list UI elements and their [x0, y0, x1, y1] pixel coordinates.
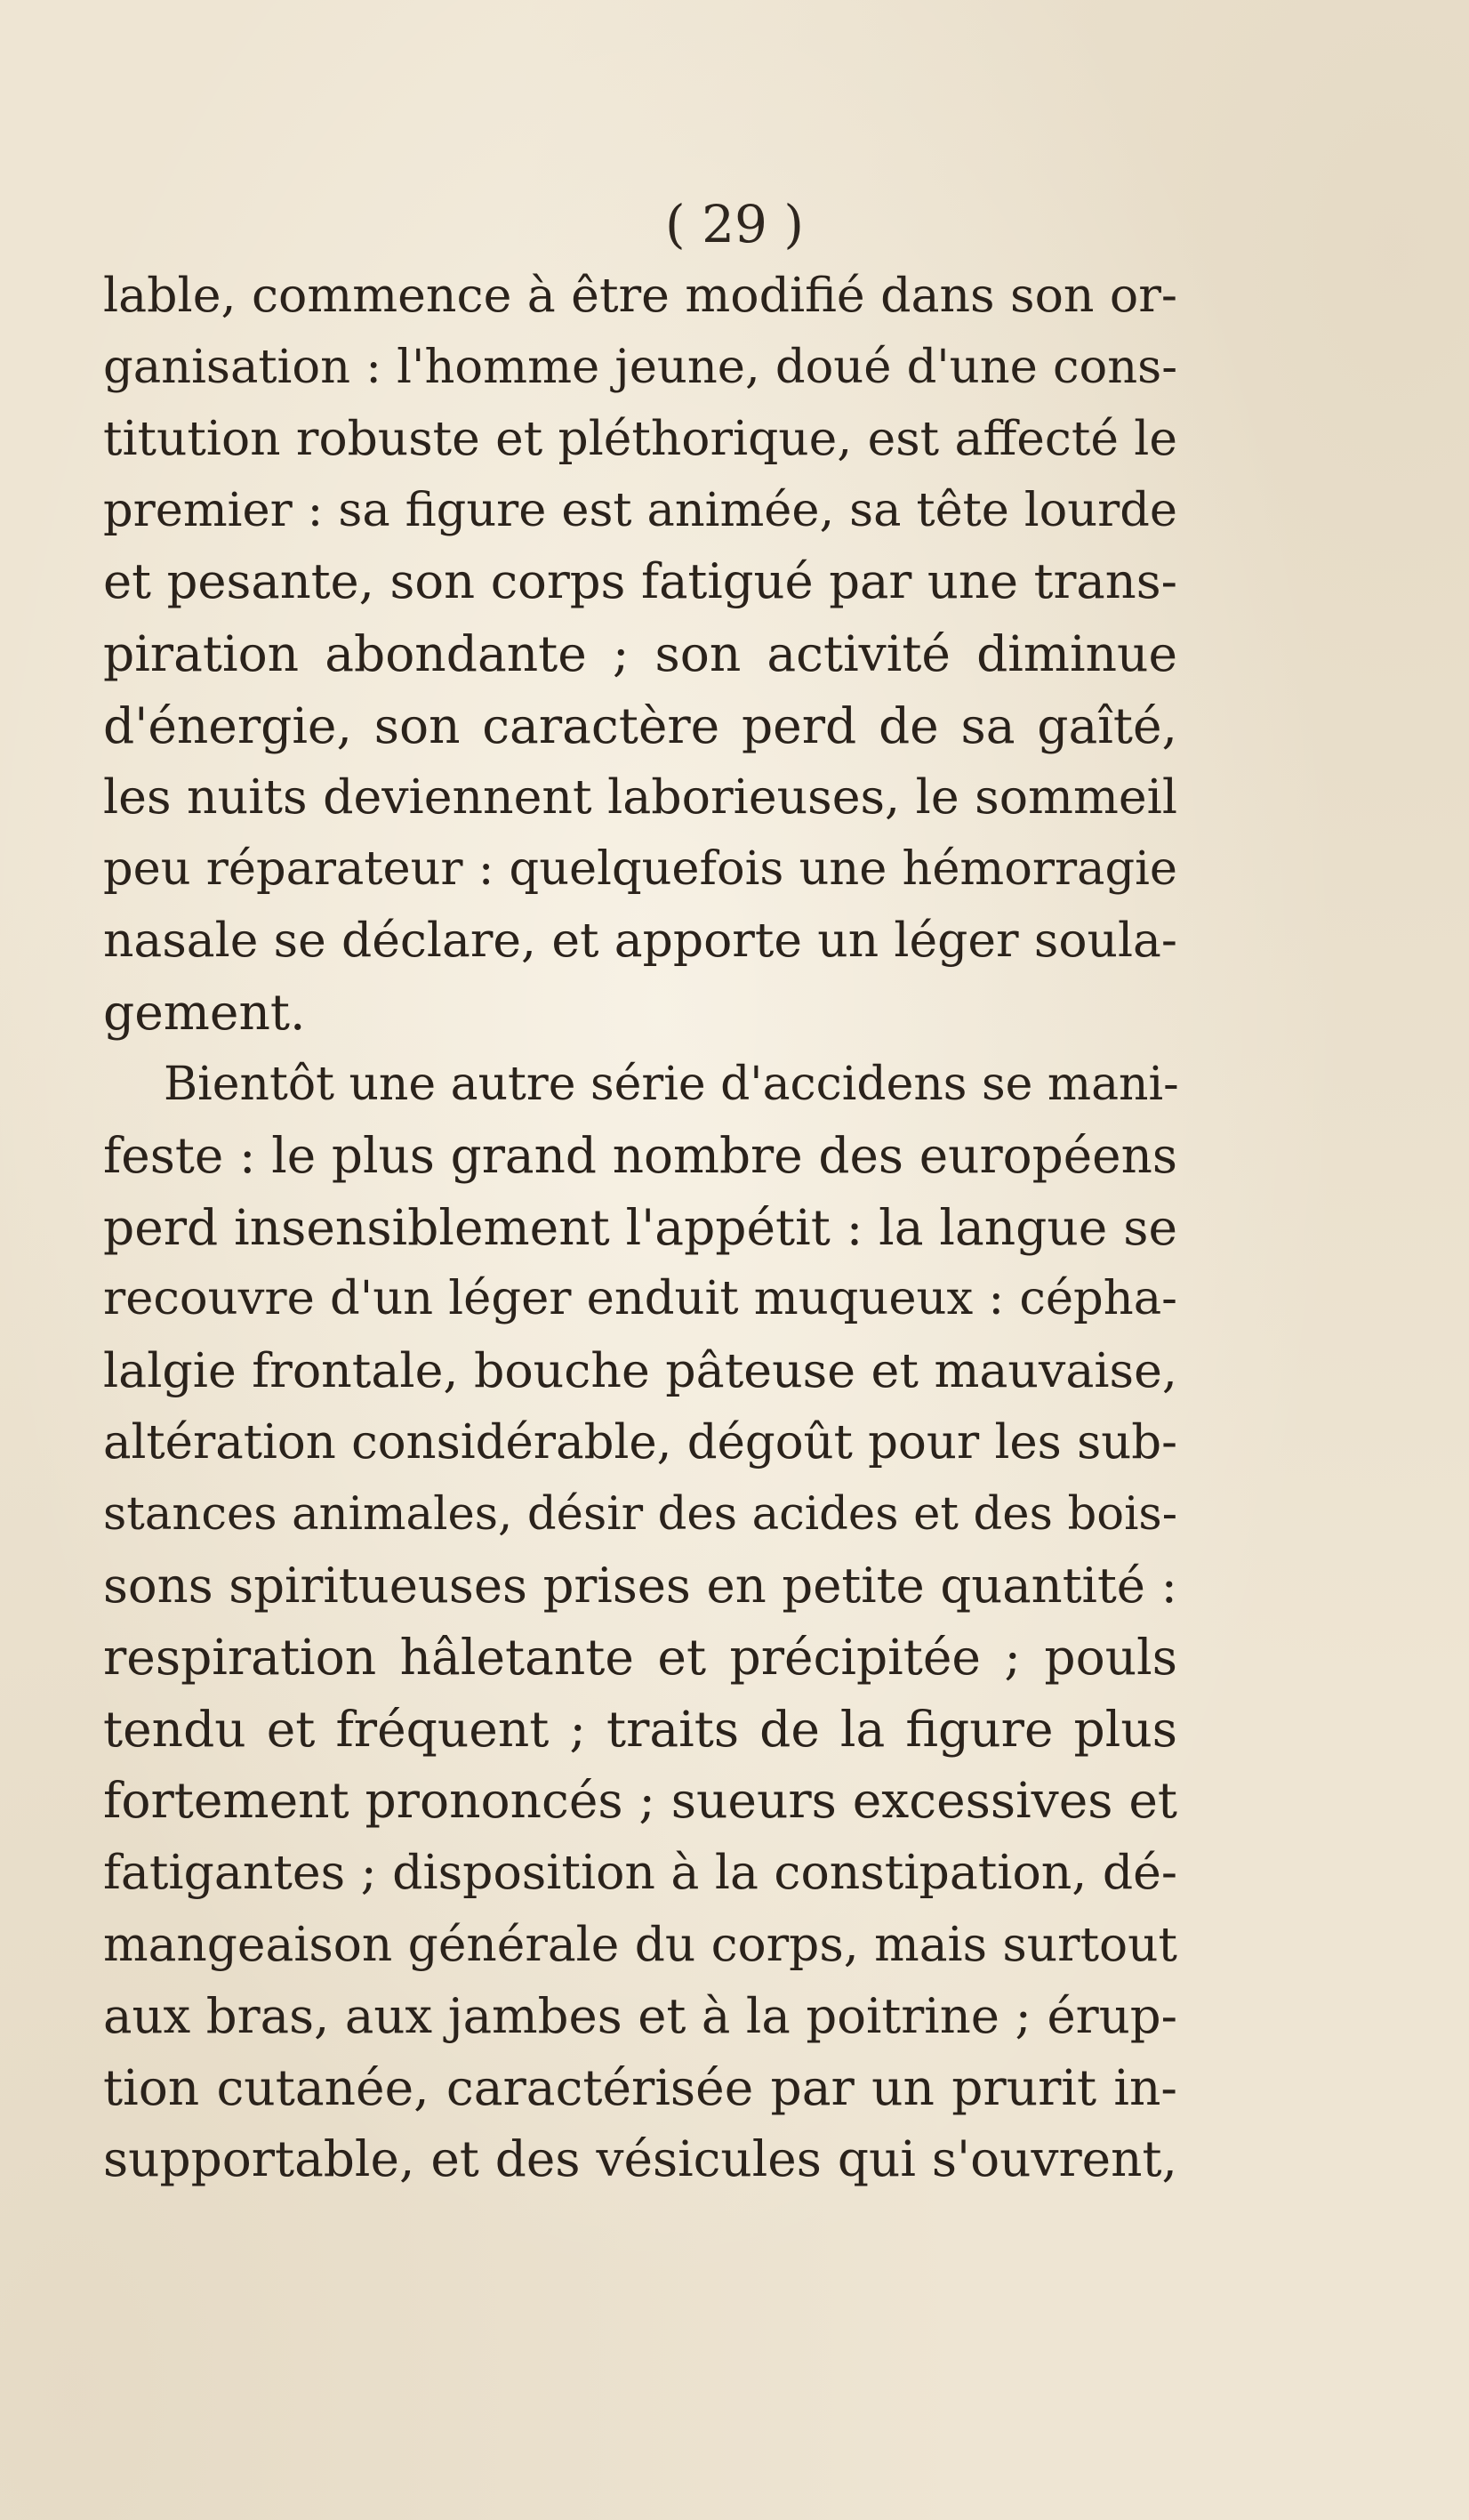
text-line: feste : le plus grand nombre des européens: [103, 1127, 1177, 1185]
text-line: lable, commence à être modifié dans son or-: [103, 267, 1177, 323]
text-line: ganisation : l'homme jeune, doué d'une cons-: [103, 339, 1177, 394]
text-line: titution robuste et pléthorique, est affecté le: [103, 410, 1177, 467]
text-line: piration abondante ; son activité diminue: [103, 624, 1177, 682]
text-line: les nuits deviennent laborieuses, le sommeil: [103, 769, 1177, 825]
text-line: fatigantes ; disposition à la constipation, dé-: [103, 1844, 1177, 1901]
text-line: stances animales, désir des acides et des bois-: [103, 1487, 1177, 1542]
text-line: et pesante, son corps fatigué par une trans-: [103, 553, 1177, 610]
text-line: lalgie frontale, bouche pâteuse et mauvaise,: [103, 1341, 1177, 1398]
text-line: peu réparateur : quelquefois une hémorragie: [103, 841, 1177, 896]
text-line: sons spiritueuses prises en petite quantité :: [103, 1557, 1177, 1614]
text-line: fortement prononcés ; sueurs excessives et: [103, 1772, 1177, 1830]
body-text: [103, 260, 1177, 2195]
text-line: nasale se déclare, et apporte un léger soula-: [103, 912, 1177, 969]
text-line: aux bras, aux jambes et à la poitrine ; érup-: [103, 1987, 1177, 2045]
paragraph-start-line: Bientôt une autre série d'accidens se mani-: [164, 1057, 1179, 1111]
paragraph-end-line: gement.: [103, 983, 306, 1041]
text-line: premier : sa figure est animée, sa tête lourde: [103, 482, 1177, 537]
text-line: perd insensiblement l'appétit : la langue se: [103, 1198, 1177, 1256]
text-line: tendu et fréquent ; traits de la figure plus: [103, 1700, 1177, 1758]
text-line: tion cutanée, caractérisée par un prurit in-: [103, 2058, 1177, 2116]
text-line: d'énergie, son caractère perd de sa gaîté,: [103, 696, 1177, 754]
text-line: altération considérable, dégoût pour les sub-: [103, 1414, 1177, 1469]
text-line: mangeaison générale du corps, mais surtout: [103, 1915, 1177, 1972]
page-number: ( 29 ): [665, 194, 804, 254]
text-line: respiration hâletante et précipitée ; pouls: [103, 1629, 1177, 1687]
text-line: recouvre d'un léger enduit muqueux : cépha-: [103, 1271, 1177, 1326]
text-line: supportable, et des vésicules qui s'ouvrent,: [103, 2130, 1177, 2188]
